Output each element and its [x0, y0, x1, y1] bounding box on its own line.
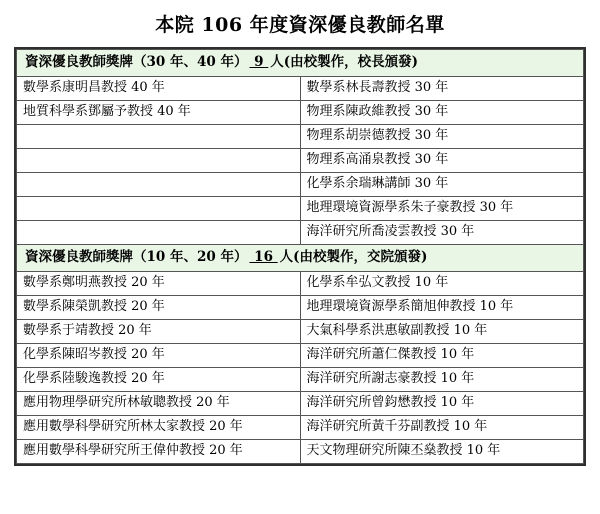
teacher-name-left [17, 125, 301, 149]
teacher-list-body [17, 50, 584, 464]
table-row [17, 125, 584, 149]
teacher-name-right: 海洋研究所蕭仁傑教授 10 年 [300, 344, 584, 368]
table-row [17, 320, 584, 344]
teacher-name-left: 應用數學科學研究所王偉仲教授 20 年 [17, 440, 301, 464]
teacher-name-right: 海洋研究所黃千芬副教授 10 年 [300, 416, 584, 440]
teacher-name-left: 化學系陳昭岑教授 20 年 [17, 344, 301, 368]
teacher-name-left: 數學系鄭明燕教授 20 年 [17, 272, 301, 296]
teacher-name-left: 數學系于靖教授 20 年 [17, 320, 301, 344]
teacher-name-right: 海洋研究所謝志豪教授 10 年 [300, 368, 584, 392]
teacher-name-right: 化學系牟弘文教授 10 年 [300, 272, 584, 296]
table-row [17, 149, 584, 173]
teacher-name-right: 化學系余瑞琳講師 30 年 [300, 173, 584, 197]
teacher-name-left [17, 197, 301, 221]
page-title: 本院 106 年度資深優良教師名單 [155, 14, 445, 36]
teacher-name-left: 化學系陸駿逸教授 20 年 [17, 368, 301, 392]
teacher-name-right: 物理系高涌泉教授 30 年 [300, 149, 584, 173]
teacher-name-right: 海洋研究所喬凌雲教授 30 年 [300, 221, 584, 245]
teacher-name-right: 大氣科學系洪惠敏副教授 10 年 [300, 320, 584, 344]
section-heading-suffix: 人(由校製作，校長頒發) [270, 54, 419, 71]
teacher-name-right: 天文物理研究所陳丕燊教授 10 年 [300, 440, 584, 464]
teacher-name-left: 地質科學系鄧屬予教授 40 年 [17, 101, 301, 125]
section-heading-suffix: 人(由校製作，交院頒發) [279, 249, 428, 266]
table-row [17, 272, 584, 296]
teacher-list-table [16, 49, 584, 464]
teacher-name-left: 應用數學科學研究所林太家教授 20 年 [17, 416, 301, 440]
table-row [17, 344, 584, 368]
teacher-name-left [17, 173, 301, 197]
teacher-name-left: 應用物理學研究所林敏聰教授 20 年 [17, 392, 301, 416]
table-row [17, 173, 584, 197]
teacher-name-right: 地理環境資源學系簡旭伸教授 10 年 [300, 296, 584, 320]
teacher-name-right: 地理環境資源學系朱子豪教授 30 年 [300, 197, 584, 221]
teacher-name-right: 物理系胡崇德教授 30 年 [300, 125, 584, 149]
teacher-name-left [17, 149, 301, 173]
table-row [17, 101, 584, 125]
teacher-name-left: 數學系康明昌教授 40 年 [17, 77, 301, 101]
section-heading-prefix: 資深優良教師獎牌（10 年、20 年） [25, 249, 248, 266]
section-heading-count: 16 [249, 249, 278, 266]
teacher-name-right: 物理系陳政維教授 30 年 [300, 101, 584, 125]
section-heading-count: 9 [249, 54, 269, 71]
table-row [17, 221, 584, 245]
table-row [17, 296, 584, 320]
teacher-name-right: 數學系林長壽教授 30 年 [300, 77, 584, 101]
table-row [17, 392, 584, 416]
table-row [17, 197, 584, 221]
section-header-cell [17, 245, 584, 272]
teacher-name-left [17, 221, 301, 245]
teacher-list-table-container [14, 47, 586, 466]
section-heading-prefix: 資深優良教師獎牌（30 年、40 年） [25, 54, 248, 71]
table-row [17, 440, 584, 464]
table-row [17, 416, 584, 440]
section-header-cell [17, 50, 584, 77]
section-header-row [17, 50, 584, 77]
section-header-row [17, 245, 584, 272]
teacher-name-right: 海洋研究所曾鈞懋教授 10 年 [300, 392, 584, 416]
table-row [17, 368, 584, 392]
table-row [17, 77, 584, 101]
teacher-name-left: 數學系陳榮凱教授 20 年 [17, 296, 301, 320]
